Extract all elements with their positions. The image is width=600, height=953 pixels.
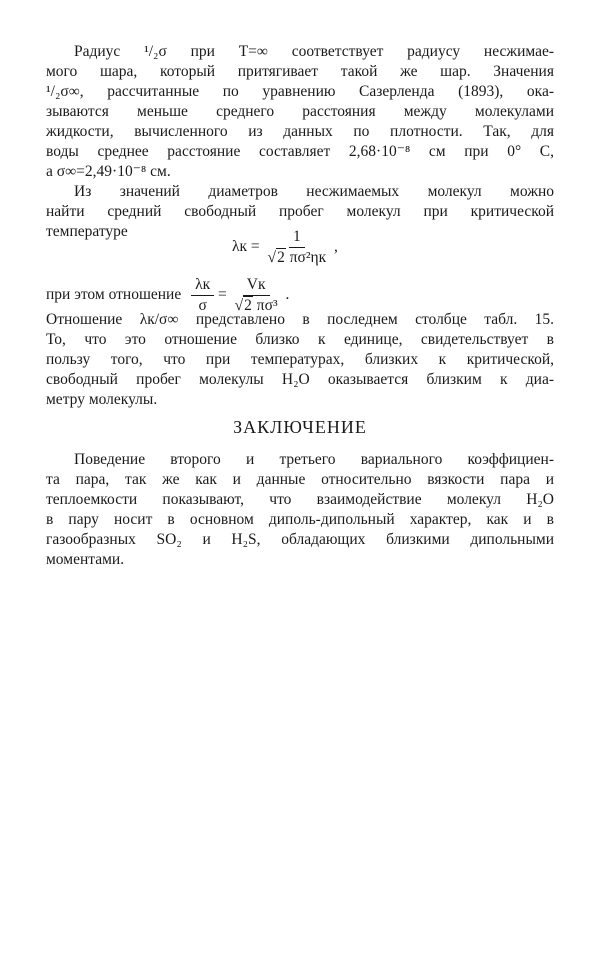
text-line: Поведение второго и третьего вариального коэффициен- bbox=[74, 451, 554, 468]
text-line: Отношение λк/σ∞ представлено в последнем столбце табл. 15. bbox=[46, 311, 554, 328]
text-line: мого шара, который притягивает такой же шар. Значения bbox=[46, 63, 554, 80]
formula-left-numerator: λк bbox=[191, 276, 214, 296]
text-line: воды среднее расстояние составляет 2,68·10⁻⁸ см при 0° С, bbox=[46, 143, 554, 160]
text-line: газообразных SO₂ и H₂S, обладающих близкими дипольными bbox=[46, 531, 554, 548]
text-line: та пара, так же как и данные относительно вязкости пара и bbox=[46, 471, 554, 488]
text-line: жидкости, вычисленного из данных по плотности. Так, для bbox=[46, 123, 554, 140]
formula-denominator bbox=[264, 248, 331, 267]
sqrt-radicand: 2 bbox=[244, 297, 252, 314]
formula-numerator: 1 bbox=[289, 228, 305, 248]
formula-equals: = bbox=[218, 286, 227, 304]
text-line: Радиус ¹/₂σ при T=∞ соответствует радиусу несжимае- bbox=[74, 43, 554, 60]
formula-trailing: . bbox=[285, 286, 290, 304]
text-line: ¹/₂σ∞, рассчитанные по уравнению Сазерленда (1893), ока- bbox=[46, 83, 554, 100]
text-line: температуре bbox=[46, 223, 128, 240]
sqrt-sign: √ bbox=[234, 297, 244, 314]
text-line: в пару носит в основном диполь-дипольный характер, как и в bbox=[46, 511, 554, 528]
text-line: моментами. bbox=[46, 551, 125, 568]
sqrt-radicand: 2 bbox=[277, 249, 285, 266]
text-line: а σ∞=2,49·10⁻⁸ см. bbox=[46, 163, 171, 180]
text-line: свободный пробег молекулы H₂O оказывается близким к диа- bbox=[46, 371, 554, 388]
text-line: То, что это отношение близко к единице, свидетельствует в bbox=[46, 331, 554, 348]
formula-left-denominator: σ bbox=[198, 297, 207, 314]
formula-fraction bbox=[264, 228, 331, 267]
formula-denominator-rest: πσ²ηк bbox=[285, 249, 327, 266]
formula-intro: при этом отношение bbox=[46, 286, 182, 304]
text-line: Из значений диаметров несжимаемых молекул можно bbox=[74, 183, 554, 200]
formula-denominator-rest: πσ³ bbox=[252, 297, 278, 314]
text-line: пользу того, что при температурах, близких к критической, bbox=[46, 351, 554, 368]
section-heading: ЗАКЛЮЧЕНИЕ bbox=[233, 417, 367, 437]
text-line: метру молекулы. bbox=[46, 391, 158, 408]
formula-right-numerator: Vк bbox=[243, 276, 270, 296]
sqrt-sign: √ bbox=[267, 249, 277, 266]
formula-mean-free-path bbox=[232, 228, 338, 267]
text-line: зываются меньше среднего расстояния между молекулами bbox=[46, 103, 554, 120]
formula-trailing: , bbox=[334, 238, 338, 256]
text-line: теплоемкости показывают, что взаимодействие молекул H₂O bbox=[46, 491, 554, 508]
text-line: найти средний свободный пробег молекул при критической bbox=[46, 203, 554, 220]
formula-lhs: λк = bbox=[232, 238, 260, 256]
